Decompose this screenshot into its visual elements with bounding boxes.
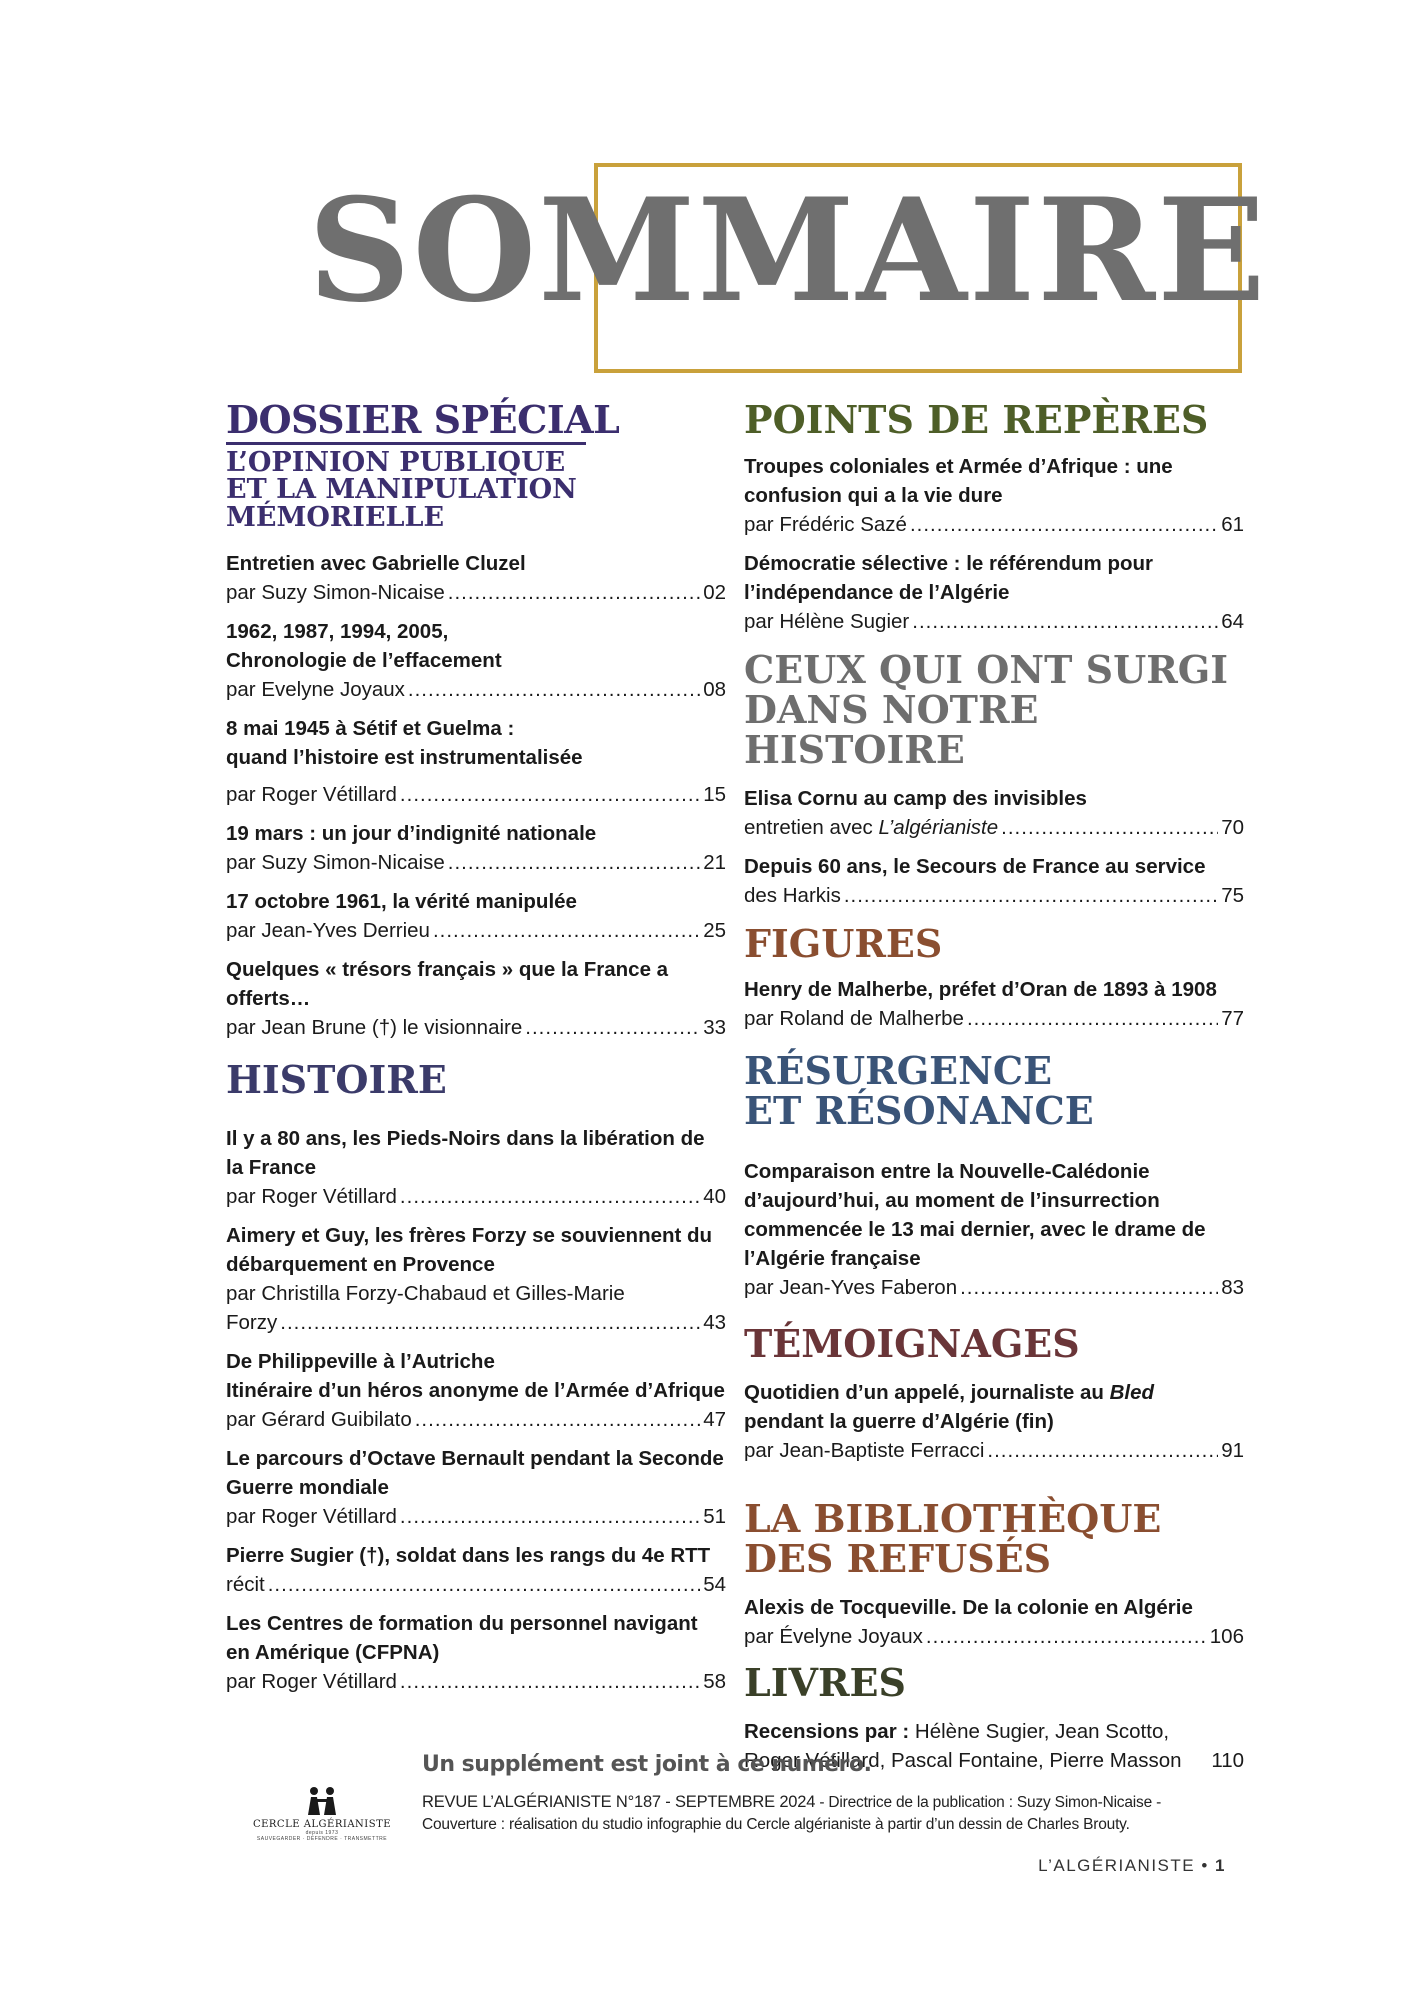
page-number: 110	[1211, 1748, 1244, 1772]
page-number: 106	[1209, 1624, 1244, 1648]
toc-entry[interactable]: Alexis de Tocqueville. De la colonie en Algérie par Évelyne Joyaux ..... 106	[744, 1593, 1244, 1651]
reperes-heading: POINTS DE REPÈRES	[744, 397, 1209, 442]
toc-entry[interactable]: Aimery et Guy, les frères Forzy se souviennent du débarquement en Provence par Christilla Forzy-Chabaud et Gilles-Marie Forzy ..... 43	[226, 1221, 726, 1337]
toc-entry[interactable]: Elisa Cornu au camp des invisibles entretien avec L’algérianiste ..... 70	[744, 784, 1244, 842]
page-number: 77	[1221, 1007, 1244, 1031]
bibliotheque-heading: LA BIBLIOTHÈQUE DES REFUSÉS	[744, 1496, 1162, 1582]
toc-entry[interactable]: Comparaison entre la Nouvelle-Calédonie d’aujourd’hui, au moment de l’insurrection commencée le 13 mai dernier, avec le drame de l’Algérie française par Jean-Yves Faberon ..... 83	[744, 1157, 1244, 1302]
toc-entry[interactable]: Les Centres de formation du personnel navigant en Amérique (CFPNA) par Roger Vétillard ..... 58	[226, 1609, 726, 1696]
toc-entry[interactable]: Henry de Malherbe, préfet d’Oran de 1893 à 1908 par Roland de Malherbe ..... 77	[744, 975, 1244, 1033]
figures-heading: FIGURES	[744, 920, 943, 966]
dossier-rule	[226, 442, 586, 445]
page-number: 02	[703, 581, 726, 605]
page-title: SOMMAIRE	[308, 168, 1268, 334]
cercle-logo: CERCLE ALGÉRIANISTE depuis 1973 SAUVEGARDER · DÉFENDRE · TRANSMETTRE	[252, 1785, 392, 1841]
temoignages-heading: TÉMOIGNAGES	[744, 1321, 1080, 1367]
page-number: 91	[1221, 1439, 1244, 1463]
page-number: 43	[703, 1311, 726, 1335]
left-column	[226, 397, 726, 1706]
page-number: 54	[703, 1573, 726, 1597]
right-column	[744, 397, 1244, 1785]
page-number: 15	[703, 783, 726, 807]
toc-entry[interactable]: Quelques « trésors français » que la France a offerts… par Jean Brune (†) le visionnaire ..... 33	[226, 955, 726, 1042]
toc-entry[interactable]: Il y a 80 ans, les Pieds-Noirs dans la libération de la France par Roger Vétillard ..... 40	[226, 1124, 726, 1211]
toc-entry[interactable]: Depuis 60 ans, le Secours de France au service des Harkis ..... 75	[744, 852, 1244, 910]
toc-entry[interactable]: Troupes coloniales et Armée d’Afrique : une confusion qui a la vie dure par Frédéric Sazé ..... 61	[744, 452, 1244, 539]
page-number: 08	[703, 678, 726, 702]
toc-entry[interactable]: 1962, 1987, 1994, 2005, Chronologie de l’effacement par Evelyne Joyaux ..... 08	[226, 617, 726, 704]
toc-entry[interactable]: 8 mai 1945 à Sétif et Guelma : quand l’histoire est instrumentalisée par Roger Vétillard ..... 15	[226, 714, 726, 809]
page-number: 51	[703, 1505, 726, 1529]
figures-emblem-icon	[252, 1785, 392, 1819]
toc-entry[interactable]: Quotidien d’un appelé, journaliste au Bled pendant la guerre d’Algérie (fin) par Jean-Baptiste Ferracci ..... 91	[744, 1378, 1244, 1465]
toc-entry[interactable]: 17 octobre 1961, la vérité manipulée par Jean-Yves Derrieu ..... 25	[226, 887, 726, 945]
toc-entry[interactable]: Entretien avec Gabrielle Cluzel par Suzy Simon-Nicaise ..... 02	[226, 549, 726, 607]
toc-entry[interactable]: Le parcours d’Octave Bernault pendant la Seconde Guerre mondiale par Roger Vétillard ..... 51	[226, 1444, 726, 1531]
page-number: 64	[1221, 609, 1244, 633]
ceux-heading: CEUX QUI ONT SURGI DANS NOTRE HISTOIRE	[744, 646, 1229, 772]
page-number: 21	[703, 851, 726, 875]
page-number: 75	[1221, 883, 1244, 907]
dossier-heading: DOSSIER SPÉCIAL	[226, 397, 620, 442]
page-number: 40	[703, 1185, 726, 1209]
toc-entry[interactable]: Pierre Sugier (†), soldat dans les rangs du 4e RTT récit ..... 54	[226, 1541, 726, 1599]
page-number: 47	[703, 1408, 726, 1432]
toc-entry[interactable]: Recensions par : Hélène Sugier, Jean Scotto, Roger Vétillard, Pascal Fontaine, Pierre Masson 110	[744, 1717, 1244, 1775]
publication-credits: REVUE L’ALGÉRIANISTE N°187 - SEPTEMBRE 2024 - Directrice de la publication : Suzy Simon-Nicaise - Couverture : réalisation du studio infographie du Cercle algérianiste à partir d’un dessin de Charles Brouty.	[422, 1793, 1162, 1833]
resurgence-heading: RÉSURGENCE ET RÉSONANCE	[744, 1048, 1094, 1134]
page-number: 70	[1221, 815, 1244, 839]
toc-entry[interactable]: Démocratie sélective : le référendum pour l’indépendance de l’Algérie par Hélène Sugier ..... 64	[744, 549, 1244, 636]
toc-entry[interactable]: 19 mars : un jour d’indignité nationale par Suzy Simon-Nicaise ..... 21	[226, 819, 726, 877]
toc-entry[interactable]: De Philippeville à l’Autriche Itinéraire d’un héros anonyme de l’Armée d’Afrique par Gérard Guibilato ..... 47	[226, 1347, 726, 1434]
histoire-heading: HISTOIRE	[226, 1057, 447, 1103]
page-number: 61	[1221, 512, 1244, 536]
page-number: 33	[703, 1016, 726, 1040]
dossier-subheading: L’OPINION PUBLIQUE ET LA MANIPULATION MÉMORIELLE	[226, 446, 577, 533]
page-number: 25	[703, 919, 726, 943]
page-number: 83	[1221, 1276, 1244, 1300]
folio: 1	[1215, 1856, 1226, 1875]
page-number: 58	[703, 1670, 726, 1694]
livres-heading: LIVRES	[744, 1659, 906, 1705]
supplement-note: Un supplément est joint à ce numéro.	[422, 1752, 872, 1777]
page-footer: L’ALGÉRIANISTE • 1	[1038, 1856, 1226, 1875]
